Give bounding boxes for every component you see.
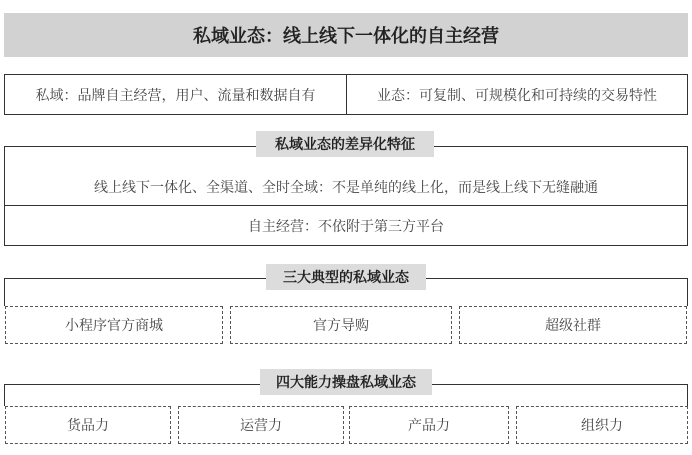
capabilities-heading: 四大能力操盘私域业态 [260, 369, 432, 395]
format-official-shopping-guide: 官方导购 [230, 306, 452, 344]
capability-organization: 组织力 [516, 406, 688, 444]
capability-product: 产品力 [349, 406, 509, 444]
definition-box [4, 74, 688, 115]
differentiation-row-omnichannel: 线上线下一体化、全渠道、全时全域：不是单纯的线上化，而是线上线下无缝融通 [4, 168, 688, 206]
definition-private-domain: 私域：品牌自主经营，用户、流量和数据自有 [5, 75, 347, 114]
typical-formats-heading: 三大典型的私域业态 [266, 264, 426, 290]
capability-merchandise: 货品力 [5, 406, 171, 444]
diagram-title: 私域业态：线上线下一体化的自主经营 [4, 13, 688, 57]
capability-operations: 运营力 [178, 406, 344, 444]
format-super-community: 超级社群 [459, 306, 687, 344]
definition-business-format: 业态：可复制、可规模化和可持续的交易特性 [377, 87, 657, 104]
differentiation-heading: 私域业态的差异化特征 [256, 131, 434, 157]
format-mini-program-mall: 小程序官方商城 [5, 306, 223, 344]
differentiation-row-autonomous: 自主经营：不依附于第三方平台 [248, 219, 444, 235]
